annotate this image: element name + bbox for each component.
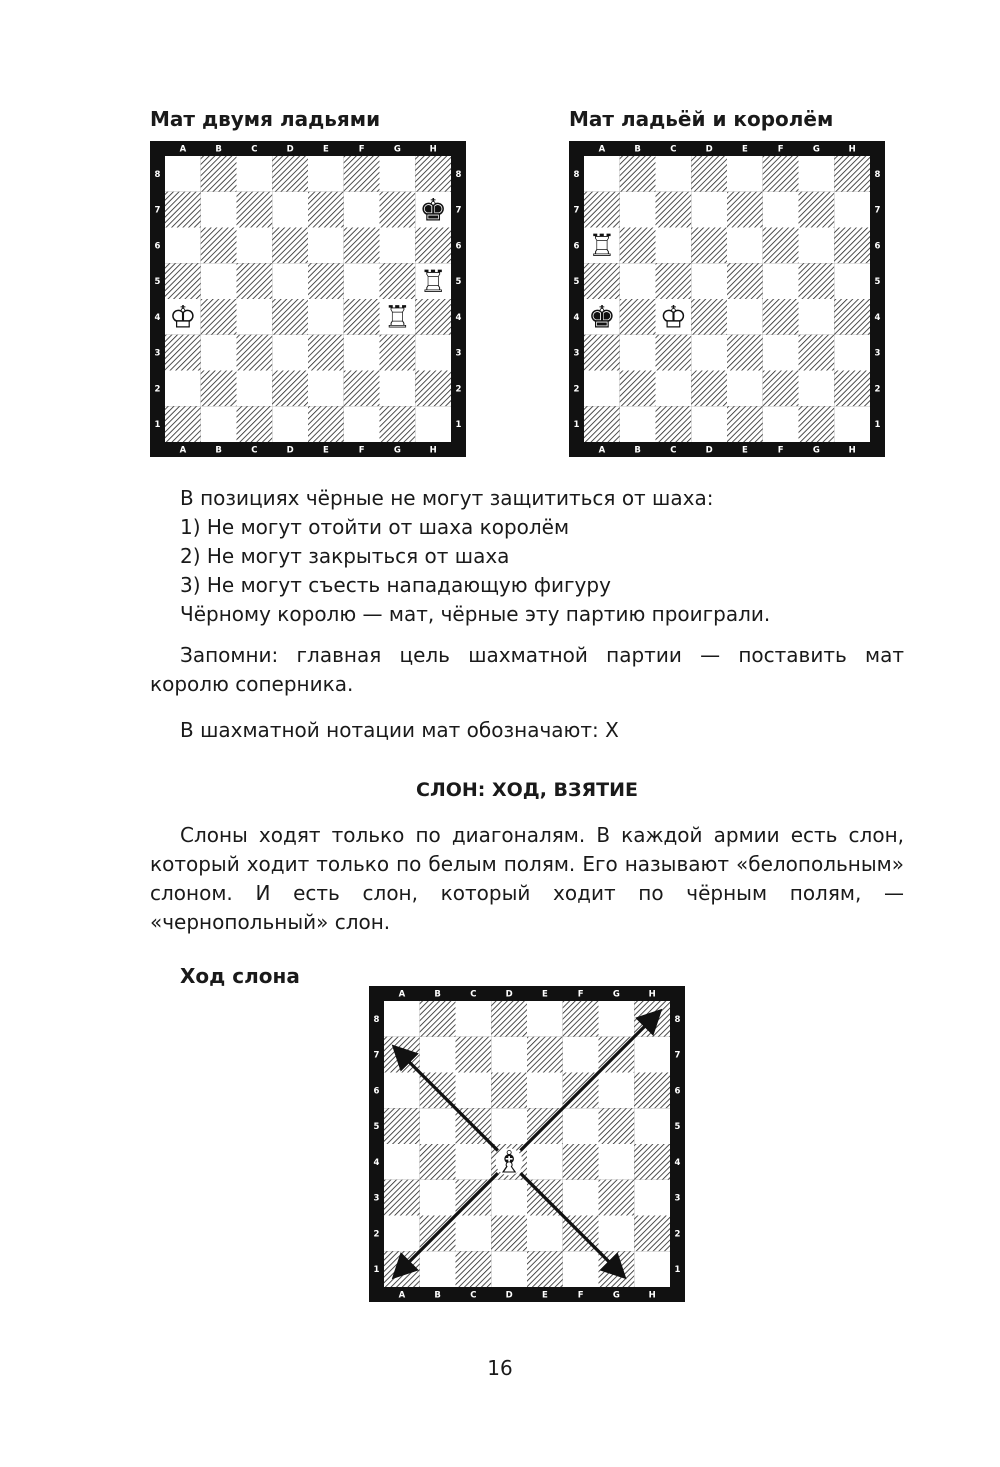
board-square-c6	[237, 228, 273, 264]
rank-label-4-right: 4	[874, 312, 881, 323]
board-square-d3	[691, 335, 727, 371]
board-square-b8	[420, 1001, 456, 1037]
board-square-e7	[727, 192, 763, 228]
board-square-a3	[584, 335, 620, 371]
board-square-b1	[420, 1251, 456, 1287]
board-square-e8	[727, 156, 763, 192]
rank-label-7-right: 7	[874, 205, 881, 216]
board-square-c2	[656, 371, 692, 407]
board-square-a1	[584, 406, 620, 442]
rank-label-8-left: 8	[573, 169, 580, 180]
file-label-d-bottom: D	[705, 445, 713, 456]
board-square-g2	[380, 371, 416, 407]
board-square-h6	[634, 1073, 670, 1109]
board-square-f1	[763, 406, 799, 442]
board-square-f4	[344, 299, 380, 335]
board-square-a6	[165, 228, 201, 264]
list-item-2: 2) Не могут закрыться от шаха	[180, 544, 510, 568]
board-square-d3	[491, 1180, 527, 1216]
file-label-g-top: G	[612, 989, 620, 1000]
board-square-f3	[563, 1180, 599, 1216]
file-label-e-bottom: E	[741, 445, 748, 456]
rank-label-2-right: 2	[674, 1229, 681, 1240]
board-square-a3	[165, 335, 201, 371]
rank-label-8-right: 8	[674, 1014, 681, 1025]
black-king-icon: ♚	[419, 192, 447, 229]
board-square-e2	[527, 1216, 563, 1252]
file-label-a-top: A	[179, 144, 187, 155]
rank-label-3-right: 3	[455, 348, 462, 359]
file-label-b-top: B	[634, 144, 641, 155]
file-label-f-top: F	[777, 144, 784, 155]
file-label-e-bottom: E	[541, 1290, 548, 1301]
board-square-h5	[834, 263, 870, 299]
board-square-f4	[563, 1144, 599, 1180]
file-label-h-bottom: H	[648, 1290, 656, 1301]
board-square-f4	[763, 299, 799, 335]
board-square-h1	[834, 406, 870, 442]
board-square-f3	[344, 335, 380, 371]
board-square-f6	[344, 228, 380, 264]
board-square-f8	[563, 1001, 599, 1037]
board-square-h2	[834, 371, 870, 407]
board-square-d8	[272, 156, 308, 192]
board-square-d2	[491, 1216, 527, 1252]
file-label-b-top: B	[215, 144, 222, 155]
board-square-f3	[763, 335, 799, 371]
board-square-d2	[272, 371, 308, 407]
board-square-b5	[620, 263, 656, 299]
file-label-g-bottom: G	[812, 445, 820, 456]
board-square-h7	[834, 192, 870, 228]
file-label-h-top: H	[648, 989, 656, 1000]
board-square-f8	[344, 156, 380, 192]
board-square-a5	[384, 1108, 420, 1144]
board-square-c1	[656, 406, 692, 442]
board-square-f1	[344, 406, 380, 442]
board-square-b1	[201, 406, 237, 442]
board-square-c6	[656, 228, 692, 264]
rank-label-7-left: 7	[154, 205, 161, 216]
rank-label-2-left: 2	[154, 384, 161, 395]
rank-label-1-right: 1	[674, 1265, 681, 1276]
file-label-b-bottom: B	[634, 445, 641, 456]
board-square-e6	[308, 228, 344, 264]
board-square-f2	[763, 371, 799, 407]
board-square-g3	[599, 1180, 635, 1216]
board-square-f5	[344, 263, 380, 299]
board-square-a8	[584, 156, 620, 192]
file-label-d-top: D	[705, 144, 713, 155]
rank-label-2-right: 2	[455, 384, 462, 395]
board-square-b6	[620, 228, 656, 264]
board-square-g2	[799, 371, 835, 407]
board-square-a2	[584, 371, 620, 407]
board-square-h4	[834, 299, 870, 335]
file-label-c-bottom: C	[470, 1290, 477, 1301]
chess-board-rook-and-king	[569, 141, 885, 457]
rank-label-7-left: 7	[373, 1050, 380, 1061]
board-square-c3	[237, 335, 273, 371]
file-label-a-bottom: A	[598, 445, 606, 456]
rank-label-1-left: 1	[373, 1265, 380, 1276]
board-square-d5	[272, 263, 308, 299]
white-rook-icon: ♖	[419, 263, 447, 300]
board-square-h5	[634, 1108, 670, 1144]
diagram-title-two-rooks: Мат двумя ладьями	[150, 107, 381, 131]
board-square-d3	[272, 335, 308, 371]
intro-line: В позициях чёрные не могут защититься от шаха:	[180, 486, 714, 510]
board-square-a4	[384, 1144, 420, 1180]
notation-paragraph	[150, 716, 904, 745]
board-square-a7	[584, 192, 620, 228]
rank-label-6-left: 6	[573, 241, 580, 252]
board-square-e1	[727, 406, 763, 442]
board-square-a1	[165, 406, 201, 442]
file-label-e-top: E	[541, 989, 548, 1000]
board-square-c5	[237, 263, 273, 299]
board-square-g4	[799, 299, 835, 335]
file-label-g-bottom: G	[393, 445, 401, 456]
board-square-d6	[272, 228, 308, 264]
file-label-e-top: E	[322, 144, 329, 155]
board-square-e7	[308, 192, 344, 228]
board-square-c5	[656, 263, 692, 299]
file-label-e-bottom: E	[322, 445, 329, 456]
rank-label-6-right: 6	[674, 1086, 681, 1097]
file-label-c-top: C	[670, 144, 677, 155]
board-square-h7	[634, 1037, 670, 1073]
board-square-c2	[456, 1216, 492, 1252]
file-label-f-top: F	[358, 144, 365, 155]
list-item-1: 1) Не могут отойти от шаха королём	[180, 515, 570, 539]
rank-label-2-left: 2	[373, 1229, 380, 1240]
board-square-b5	[201, 263, 237, 299]
rank-label-3-right: 3	[874, 348, 881, 359]
board-square-a6	[384, 1073, 420, 1109]
board-square-h2	[415, 371, 451, 407]
board-square-b4	[201, 299, 237, 335]
rank-label-3-left: 3	[373, 1193, 380, 1204]
rank-label-8-left: 8	[154, 169, 161, 180]
board-square-b7	[620, 192, 656, 228]
chess-board-bishop-move	[369, 986, 685, 1302]
board-square-f7	[763, 192, 799, 228]
board-square-a2	[384, 1216, 420, 1252]
board-square-d1	[691, 406, 727, 442]
rank-label-1-left: 1	[154, 420, 161, 431]
board-square-h6	[834, 228, 870, 264]
rank-label-3-right: 3	[674, 1193, 681, 1204]
board-square-f7	[344, 192, 380, 228]
board-square-b4	[620, 299, 656, 335]
white-rook-icon: ♖	[383, 299, 412, 336]
board-square-g5	[799, 263, 835, 299]
board-square-g4	[599, 1144, 635, 1180]
board-square-e4	[527, 1144, 563, 1180]
rank-label-5-right: 5	[674, 1122, 681, 1133]
board-square-c4	[456, 1144, 492, 1180]
board-square-f7	[563, 1037, 599, 1073]
board-square-d1	[272, 406, 308, 442]
rank-label-8-right: 8	[455, 169, 462, 180]
file-label-h-bottom: H	[848, 445, 856, 456]
board-square-a3	[384, 1180, 420, 1216]
file-label-d-bottom: D	[286, 445, 294, 456]
board-square-h3	[834, 335, 870, 371]
board-square-h4	[415, 299, 451, 335]
board-square-h3	[415, 335, 451, 371]
rank-label-7-right: 7	[674, 1050, 681, 1061]
board-square-d4	[691, 299, 727, 335]
board-square-b6	[201, 228, 237, 264]
board-square-c7	[656, 192, 692, 228]
board-square-b3	[420, 1180, 456, 1216]
board-square-b8	[201, 156, 237, 192]
rank-label-6-right: 6	[874, 241, 881, 252]
rank-label-5-left: 5	[373, 1122, 380, 1133]
board-square-h1	[634, 1251, 670, 1287]
board-square-f2	[344, 371, 380, 407]
file-label-a-top: A	[598, 144, 606, 155]
board-square-b1	[620, 406, 656, 442]
board-square-h3	[634, 1180, 670, 1216]
board-square-f6	[763, 228, 799, 264]
file-label-a-bottom: A	[398, 1290, 406, 1301]
file-label-a-bottom: A	[179, 445, 187, 456]
board-square-f8	[763, 156, 799, 192]
rank-label-6-left: 6	[154, 241, 161, 252]
board-square-d6	[491, 1073, 527, 1109]
board-square-c4	[237, 299, 273, 335]
board-square-h8	[415, 156, 451, 192]
board-square-c3	[656, 335, 692, 371]
board-square-d8	[491, 1001, 527, 1037]
white-king-icon: ♔	[659, 299, 688, 336]
board-square-e8	[308, 156, 344, 192]
board-square-e4	[308, 299, 344, 335]
board-square-d8	[691, 156, 727, 192]
rank-label-5-right: 5	[455, 277, 462, 288]
notation-text: В шахматной нотации мат обозначают: X	[180, 718, 619, 742]
rank-label-5-left: 5	[154, 277, 161, 288]
file-label-h-top: H	[429, 144, 437, 155]
rank-label-4-left: 4	[373, 1157, 380, 1168]
board-square-e5	[727, 263, 763, 299]
board-square-b3	[201, 335, 237, 371]
rank-label-5-left: 5	[573, 277, 580, 288]
white-king-icon: ♔	[169, 299, 197, 336]
board-square-e3	[727, 335, 763, 371]
board-square-e2	[727, 371, 763, 407]
file-label-f-top: F	[577, 989, 584, 1000]
file-label-e-top: E	[741, 144, 748, 155]
board-square-e2	[308, 371, 344, 407]
board-square-d5	[691, 263, 727, 299]
board-square-c7	[456, 1037, 492, 1073]
board-square-c8	[656, 156, 692, 192]
board-square-g3	[380, 335, 416, 371]
board-square-d7	[491, 1037, 527, 1073]
board-square-g2	[599, 1216, 635, 1252]
board-square-g3	[799, 335, 835, 371]
rank-label-8-right: 8	[874, 169, 881, 180]
board-square-g1	[380, 406, 416, 442]
file-label-f-bottom: F	[358, 445, 365, 456]
rank-label-1-right: 1	[455, 420, 462, 431]
board-square-a2	[165, 371, 201, 407]
board-square-a8	[165, 156, 201, 192]
board-square-c1	[456, 1251, 492, 1287]
black-king-icon: ♚	[588, 299, 616, 336]
board-square-c8	[237, 156, 273, 192]
file-label-d-top: D	[286, 144, 294, 155]
board-square-b4	[420, 1144, 456, 1180]
file-label-c-top: C	[470, 989, 477, 1000]
board-square-e4	[727, 299, 763, 335]
file-label-d-top: D	[505, 989, 513, 1000]
rank-label-1-left: 1	[573, 420, 580, 431]
file-label-h-bottom: H	[429, 445, 437, 456]
board-square-g1	[799, 406, 835, 442]
board-square-e6	[727, 228, 763, 264]
board-square-g6	[599, 1073, 635, 1109]
board-square-f5	[563, 1108, 599, 1144]
file-label-g-top: G	[812, 144, 820, 155]
file-label-g-bottom: G	[612, 1290, 620, 1301]
file-label-b-bottom: B	[215, 445, 222, 456]
board-square-f5	[763, 263, 799, 299]
board-square-a8	[384, 1001, 420, 1037]
bishop-text: Слоны ходят только по диагоналям. В каждой армии есть слон, который ходит только по белым полям. Его называют «белопольным» слоном. И есть слон, который ходит по чёрным полям, — «чернопольный» слон.	[150, 823, 904, 934]
rank-label-4-left: 4	[154, 312, 161, 323]
board-square-b2	[201, 371, 237, 407]
board-square-g7	[799, 192, 835, 228]
remember-paragraph	[150, 641, 904, 699]
file-label-c-bottom: C	[251, 445, 258, 456]
board-square-h1	[415, 406, 451, 442]
board-square-b7	[420, 1037, 456, 1073]
board-square-h2	[634, 1216, 670, 1252]
rank-label-7-left: 7	[573, 205, 580, 216]
rank-label-2-left: 2	[573, 384, 580, 395]
board-square-e7	[527, 1037, 563, 1073]
board-square-g5	[380, 263, 416, 299]
file-label-c-bottom: C	[670, 445, 677, 456]
rank-label-5-right: 5	[874, 277, 881, 288]
board-square-g8	[380, 156, 416, 192]
rank-label-4-right: 4	[455, 312, 462, 323]
file-label-f-bottom: F	[577, 1290, 584, 1301]
board-square-h8	[834, 156, 870, 192]
board-square-c7	[237, 192, 273, 228]
rank-label-2-right: 2	[874, 384, 881, 395]
board-square-e8	[527, 1001, 563, 1037]
diagram-title-rook-and-king: Мат ладьёй и королём	[569, 107, 834, 131]
board-square-a5	[165, 263, 201, 299]
board-square-g5	[599, 1108, 635, 1144]
board-square-g7	[380, 192, 416, 228]
conclusion-line: Чёрному королю — мат, чёрные эту партию проиграли.	[180, 602, 771, 626]
board-square-g6	[380, 228, 416, 264]
board-square-c1	[237, 406, 273, 442]
board-square-a7	[165, 192, 201, 228]
board-square-c6	[456, 1073, 492, 1109]
board-square-f1	[563, 1251, 599, 1287]
file-label-b-top: B	[434, 989, 441, 1000]
board-square-d1	[491, 1251, 527, 1287]
board-square-d7	[691, 192, 727, 228]
board-square-d2	[691, 371, 727, 407]
file-label-b-bottom: B	[434, 1290, 441, 1301]
file-label-d-bottom: D	[505, 1290, 513, 1301]
list-item-3: 3) Не могут съесть нападающую фигуру	[180, 573, 611, 597]
diagram-title-bishop-move: Ход слона	[180, 964, 300, 988]
board-square-b7	[201, 192, 237, 228]
board-square-b2	[620, 371, 656, 407]
bishop-paragraph	[150, 821, 904, 937]
file-label-a-top: A	[398, 989, 406, 1000]
file-label-g-top: G	[393, 144, 401, 155]
chess-board-two-rooks	[150, 141, 466, 457]
checkmate-explanation	[150, 484, 904, 629]
board-square-e3	[308, 335, 344, 371]
board-square-c8	[456, 1001, 492, 1037]
board-square-e6	[527, 1073, 563, 1109]
board-svg	[569, 141, 885, 457]
rank-label-4-left: 4	[573, 312, 580, 323]
board-square-d6	[691, 228, 727, 264]
rank-label-7-right: 7	[455, 205, 462, 216]
rank-label-1-right: 1	[874, 420, 881, 431]
white-bishop-icon: ♗	[495, 1144, 523, 1181]
board-square-b8	[620, 156, 656, 192]
rank-label-6-right: 6	[455, 241, 462, 252]
file-label-h-top: H	[848, 144, 856, 155]
file-label-f-bottom: F	[777, 445, 784, 456]
board-square-d7	[272, 192, 308, 228]
board-svg	[369, 986, 685, 1302]
page-number: 16	[487, 1356, 513, 1380]
board-square-e1	[308, 406, 344, 442]
board-square-d4	[272, 299, 308, 335]
board-svg	[150, 141, 466, 457]
white-rook-icon: ♖	[588, 228, 616, 265]
board-square-g6	[799, 228, 835, 264]
file-label-c-top: C	[251, 144, 258, 155]
board-square-a5	[584, 263, 620, 299]
board-square-e1	[527, 1251, 563, 1287]
rank-label-8-left: 8	[373, 1014, 380, 1025]
board-square-g8	[799, 156, 835, 192]
board-square-g8	[599, 1001, 635, 1037]
board-square-c2	[237, 371, 273, 407]
rank-label-3-left: 3	[573, 348, 580, 359]
remember-text: Запомни: главная цель шахматной партии — поставить мат королю соперника.	[150, 643, 904, 696]
board-square-e5	[308, 263, 344, 299]
board-square-d5	[491, 1108, 527, 1144]
board-square-h6	[415, 228, 451, 264]
rank-label-6-left: 6	[373, 1086, 380, 1097]
rank-label-4-right: 4	[674, 1157, 681, 1168]
board-square-b3	[620, 335, 656, 371]
board-square-h4	[634, 1144, 670, 1180]
board-square-b5	[420, 1108, 456, 1144]
rank-label-3-left: 3	[154, 348, 161, 359]
section-heading: СЛОН: ХОД, ВЗЯТИЕ	[416, 779, 638, 801]
